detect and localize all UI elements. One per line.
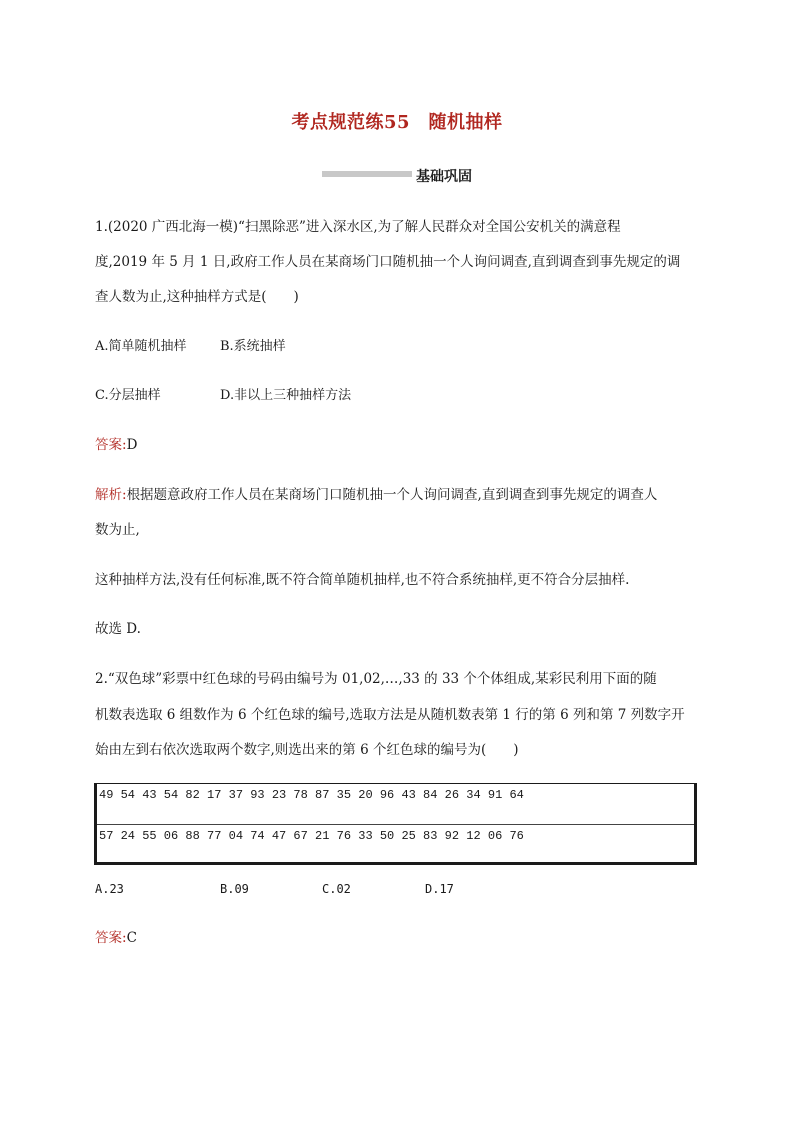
section-label: 基础巩固 [416, 169, 472, 185]
q1-text-line-3: 查人数为止,这种抽样方式是( ) [95, 289, 299, 305]
q2-text-line-2: 机数表选取 6 组数作为 6 个红色球的编号,选取方法是从随机数表第 1 行的第 6 列和第 7 列数字开 [95, 707, 685, 723]
random-table-row-1: 49 54 43 54 82 17 37 93 23 78 87 35 20 96 43 84 26 34 91 64 [99, 788, 524, 802]
q1-answer-value: D [126, 437, 138, 453]
q2-text-line-1: 2.“双色球”彩票中红色球的号码由编号为 01,02,…,33 的 33 个个体组成,某彩民利用下面的随 [95, 671, 657, 687]
q1-option-a: A.简单随机抽样 [95, 339, 187, 354]
q2-text-line-3: 始由左到右依次选取两个数字,则选出来的第 6 个红色球的编号为( ) [95, 742, 519, 758]
q2-answer-value: C [126, 930, 137, 946]
q1-analysis-line-2: 数为止, [95, 522, 140, 538]
q1-analysis-line-4: 故选 D. [95, 621, 141, 637]
q2-answer [95, 929, 137, 947]
q1-text-line-1: 1.(2020 广西北海一模)“扫黑除恶”进入深水区,为了解人民群众对全国公安机关的满意程 [95, 219, 621, 235]
q1-text-line-2: 度,2019 年 5 月 1 日,政府工作人员在某商场门口随机抽一个人询问调查,直到调查到事先规定的调 [95, 254, 681, 270]
q1-analysis-line-3: 这种抽样方法,没有任何标准,既不符合简单随机抽样,也不符合系统抽样,更不符合分层抽样. [95, 572, 630, 588]
q1-answer [95, 436, 137, 454]
q1-option-d: D.非以上三种抽样方法 [220, 388, 352, 403]
random-number-table [94, 783, 697, 865]
q2-answer-label: 答案: [95, 930, 127, 946]
q2-option-a: A.23 [95, 882, 124, 896]
q1-analysis-text-1: 根据题意政府工作人员在某商场门口随机抽一个人询问调查,直到调查到事先规定的调查人 [126, 487, 658, 503]
random-table-row-2: 57 24 55 06 88 77 04 74 47 67 21 76 33 50 25 83 92 12 06 76 [99, 829, 524, 843]
q2-option-d: D.17 [425, 882, 454, 896]
q1-answer-label: 答案: [95, 437, 127, 453]
page-title: 考点规范练55 随机抽样 [291, 112, 503, 133]
section-bar-decoration [322, 171, 412, 177]
q1-option-b: B.系统抽样 [220, 339, 286, 354]
q1-option-c: C.分层抽样 [95, 388, 161, 403]
q1-analysis-label: 解析: [95, 487, 127, 503]
q1-analysis-line-1 [95, 486, 657, 504]
table-divider [97, 824, 694, 825]
q2-option-c: C.02 [322, 882, 351, 896]
q2-option-b: B.09 [220, 882, 249, 896]
